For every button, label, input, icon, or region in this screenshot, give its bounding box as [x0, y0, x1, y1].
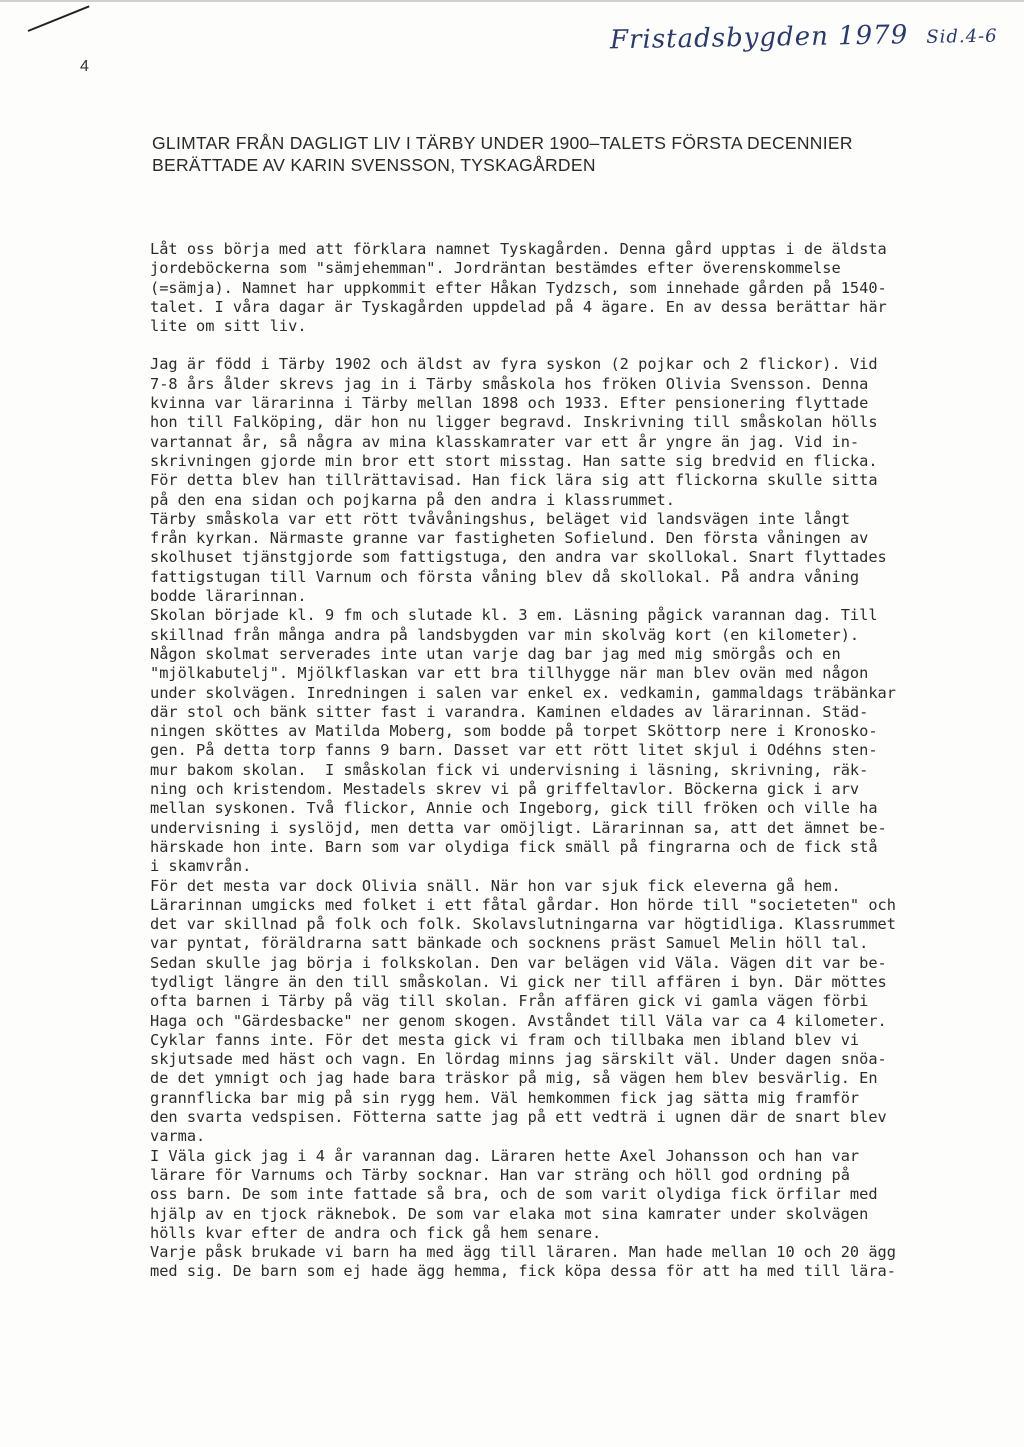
text-line: Cyklar fanns inte. För det mesta gick vi fram och tillbaka men ibland blev vi — [150, 1030, 860, 1049]
text-line: från kyrkan. Närmaste granne var fastigheten Sofielund. Den första våningen av — [150, 529, 869, 548]
text-line: Tärby småskola var ett rött tvåvåningshus, beläget vid landsvägen inte långt — [150, 509, 850, 528]
text-line: jordeböckerna som "sämjehemman". Jordräntan bestämdes efter överenskommelse — [150, 259, 841, 278]
text-line: där stol och bänk sitter fast i varandra. Kaminen eldades av lärarinnan. Städ- — [150, 702, 869, 721]
text-line: ningen sköttes av Matilda Moberg, som bodde på torpet Sköttorp nere i Kronosko- — [150, 722, 878, 741]
text-line: Någon skolmat serverades inte utan varje dag bar jag med mig smörgås och en — [150, 644, 841, 663]
text-line: bodde lärarinnan. — [150, 587, 307, 606]
text-line: de det ymnigt och jag hade bara träskor på mig, så vägen hem blev besvärlig. En — [150, 1069, 878, 1088]
text-line: tydligt längre än den till småskolan. Vi gick ner till affären i byn. Där möttes — [150, 972, 887, 991]
text-line: hjälp av en tjock räknebok. De som var elaka mot sina kamrater under skolvägen — [150, 1204, 869, 1223]
text-line: 7-8 års ålder skrevs jag in i Tärby småskola hos fröken Olivia Svensson. Denna — [150, 374, 869, 393]
handwritten-page-range: Sid.4-6 — [926, 25, 998, 48]
text-line: Lärarinnan umgicks med folket i ett fåtal gårdar. Hon hörde till "societeten" och — [150, 895, 896, 914]
paragraph — [150, 355, 990, 1281]
text-line: oss barn. De som inte fattade så bra, och de som varit olydiga fick örfilar med — [150, 1185, 878, 1204]
text-line: Jag är född i Tärby 1902 och äldst av fyra syskon (2 pojkar och 2 flickor). Vid — [150, 355, 878, 374]
text-line: vartannat år, så några av mina klasskamrater var ett år yngre än jag. Vid in- — [150, 432, 860, 451]
text-line: under skolvägen. Inredningen i salen var enkel ex. vedkamin, gammaldags träbänkar — [150, 683, 896, 702]
text-line: mellan syskonen. Två flickor, Annie och Ingeborg, gick till fröken och ville ha — [150, 799, 878, 818]
page-number: 4 — [80, 58, 89, 75]
text-line: Haga och "Gärdesbacke" ner genom skogen. Avståndet till Väla var ca 4 kilometer. — [150, 1011, 887, 1030]
article-heading — [152, 132, 972, 176]
text-line: ning och kristendom. Mestadels skrev vi på griffeltavlor. Böckerna gick i arv — [150, 780, 860, 799]
text-line: ofta barnen i Tärby på väg till skolan. Från affären gick vi gamla vägen förbi — [150, 992, 869, 1011]
text-line: (=sämja). Namnet har uppkommit efter Håkan Tydzsch, som innehade gården på 1540- — [150, 278, 887, 297]
text-line: För detta blev han tillrättavisad. Han fick lära sig att flickorna skulle sitta — [150, 471, 878, 490]
text-line: skrivningen gjorde min bror ett stort misstag. Han satte sig bredvid en flicka. — [150, 451, 878, 470]
paragraph-gap — [150, 336, 990, 355]
text-line: hölls kvar efter de andra och fick gå hem senare. — [150, 1223, 602, 1242]
text-line: skjutsade med häst och vagn. En lördag minns jag särskilt väl. Under dagen snöa- — [150, 1050, 887, 1069]
page-top-edge — [0, 0, 1024, 2]
text-line: varma. — [150, 1127, 206, 1146]
heading-line-2: BERÄTTADE AV KARIN SVENSSON, TYSKAGÅRDEN — [152, 155, 596, 175]
heading-line-1: GLIMTAR FRÅN DAGLIGT LIV I TÄRBY UNDER 1900–TALETS FÖRSTA DECENNIER — [152, 133, 853, 153]
text-line: kvinna var lärarinna i Tärby mellan 1898 och 1933. Efter pensionering flyttade — [150, 394, 869, 413]
text-line: mur bakom skolan. I småskolan fick vi undervisning i läsning, skrivning, räk- — [150, 760, 869, 779]
text-line: härskade hon inte. Barn som var olydiga fick smäll på fingrarna och de fick stå — [150, 837, 878, 856]
article-body — [150, 240, 990, 1282]
text-line: på den ena sidan och pojkarna på den andra i klassrummet. — [150, 490, 675, 509]
handwritten-source-note — [610, 19, 998, 56]
text-line: För det mesta var dock Olivia snäll. När hon var sjuk fick eleverna gå hem. — [150, 876, 841, 895]
text-line: gen. På detta torp fanns 9 barn. Dasset var ett rött litet skjul i Odéhns sten- — [150, 741, 878, 760]
text-line: skillnad från många andra på landsbygden var min skolväg kort (en kilometer). — [150, 625, 860, 644]
text-line: lite om sitt liv. — [150, 317, 307, 336]
text-line: hon till Falköping, där hon nu ligger begravd. Inskrivning till småskolan hölls — [150, 413, 878, 432]
text-line: skolhuset tjänstgjorde som fattigstuga, den andra var skollokal. Snart flyttades — [150, 548, 887, 567]
text-line: "mjölkabutelj". Mjölkflaskan var ett bra tillhygge när man blev ovän med någon — [150, 664, 869, 683]
text-line: var pyntat, föräldrarna satt bänkade och socknens präst Samuel Melin höll tal. — [150, 934, 869, 953]
text-line: den svarta vedspisen. Fötterna satte jag på ett vedträ i ugnen där de snart blev — [150, 1108, 887, 1127]
text-line: med sig. De barn som ej hade ägg hemma, fick köpa dessa för att ha med till lära- — [150, 1262, 896, 1281]
corner-pen-mark — [28, 5, 90, 32]
text-line: Varje påsk brukade vi barn ha med ägg till läraren. Man hade mellan 10 och 20 ägg — [150, 1243, 896, 1262]
text-line: talet. I våra dagar är Tyskagården uppdelad på 4 ägare. En av dessa berättar här — [150, 297, 887, 316]
text-line: Skolan började kl. 9 fm och slutade kl. 3 em. Läsning pågick varannan dag. Till — [150, 606, 878, 625]
text-line: undervisning i syslöjd, men detta var omöjligt. Lärarinnan sa, att det ämnet be- — [150, 818, 887, 837]
text-line: I Väla gick jag i 4 år varannan dag. Läraren hette Axel Johansson och han var — [150, 1146, 860, 1165]
text-line: fattigstugan till Varnum och första våning blev då skollokal. På andra våning — [150, 567, 860, 586]
text-line: lärare för Varnums och Tärby socknar. Han var sträng och höll god ordning på — [150, 1165, 850, 1184]
text-line: grannflicka bar mig på sin rygg hem. Väl hemkommen fick jag sätta mig framför — [150, 1088, 860, 1107]
text-line: Låt oss börja med att förklara namnet Tyskagården. Denna gård upptas i de äldsta — [150, 240, 887, 258]
text-line: i skamvrån. — [150, 857, 252, 876]
text-line: det var skillnad på folk och folk. Skolavslutningarna var högtidliga. Klassrummet — [150, 915, 896, 934]
handwritten-source-title: Fristadsbygden 1979 — [609, 20, 909, 56]
paragraph — [150, 240, 990, 336]
text-line: Sedan skulle jag börja i folkskolan. Den var belägen vid Väla. Vägen dit var be- — [150, 953, 887, 972]
